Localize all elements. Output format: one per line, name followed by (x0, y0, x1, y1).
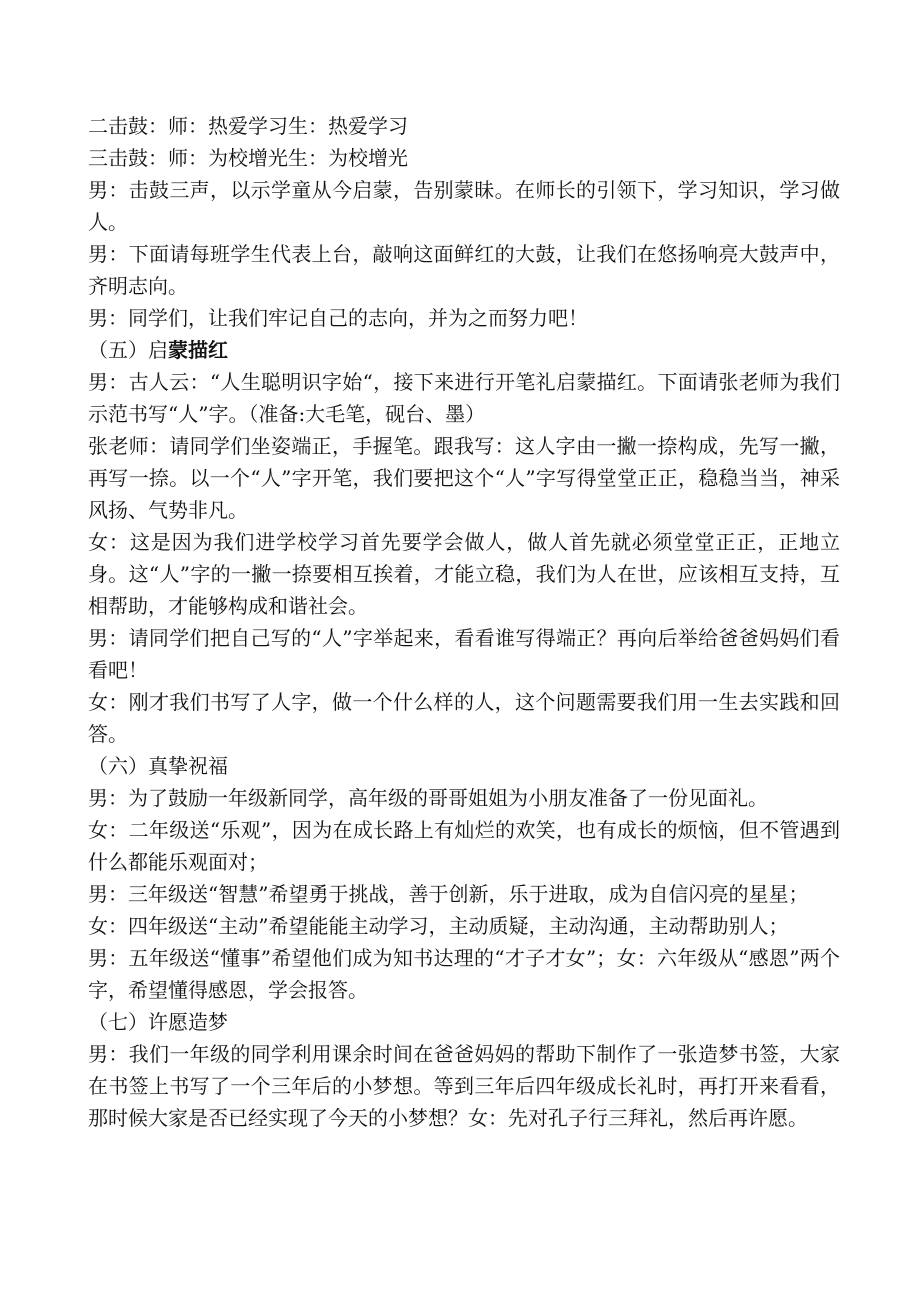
paragraph: 男：击鼓三声，以示学童从今启蒙，告别蒙昧。在师长的引领下，学习知识，学习做人。 (88, 178, 840, 234)
section-heading: （六）真挚祝福 (88, 754, 228, 778)
paragraph: 男：五年级送“懂事”希望他们成为知书达理的“才子才女”；女：六年级从“感恩”两个字，希望懂得感恩，学会报答。 (88, 946, 840, 1002)
paragraph: 女：刚才我们书写了人字，做一个什么样的人，这个问题需要我们用一生去实践和回答。 (88, 690, 840, 746)
paragraph: 男：为了鼓励一年级新同学，高年级的哥哥姐姐为小朋友准备了一份见面礼。 (88, 786, 768, 810)
paragraph: 张老师：请同学们坐姿端正，手握笔。跟我写：这人字由一撇一捺构成，先写一撇，再写一捺。以一个“人”字开笔，我们要把这个“人”字写得堂堂正正，稳稳当当，神采风扬、气势非凡。 (88, 434, 840, 522)
paragraph: 男：下面请每班学生代表上台，敲响这面鲜红的大鼓，让我们在悠扬响亮大鼓声中，齐明志向。 (88, 242, 840, 298)
section-heading: （七）许愿造梦 (88, 1010, 228, 1034)
paragraph: 三击鼓：师：为校增光生：为校增光 (88, 146, 408, 170)
paragraph: 男：同学们，让我们牢记自己的志向，并为之而努力吧！ (88, 306, 588, 330)
paragraph: 男：请同学们把自己写的“人”字举起来，看看谁写得端正？再向后举给爸爸妈妈们看看吧！ (88, 626, 840, 682)
section-heading (88, 334, 840, 366)
paragraph: 女：这是因为我们进学校学习首先要学会做人，做人首先就必须堂堂正正，正地立身。这“人”字的一撇一捺要相互挨着，才能立稳，我们为人在世，应该相互支持，互相帮助，才能够构成和谐社会。 (88, 530, 840, 618)
paragraph: 二击鼓：师：热爱学习生：热爱学习 (88, 114, 408, 138)
paragraph: 男：三年级送“智慧”希望勇于挑战，善于创新，乐于进取，成为自信闪亮的星星； (88, 882, 809, 906)
paragraph: 男：我们一年级的同学利用课余时间在爸爸妈妈的帮助下制作了一张造梦书签，大家在书签上书写了一个三年后的小梦想。等到三年后四年级成长礼时，再打开来看看，那时候大家是否已经实现了今天的小梦想？女：先对孔子行三拜礼，然后再许愿。 (88, 1042, 840, 1130)
paragraph: 男：古人云：“人生聪明识字始“，接下来进行开笔礼启蒙描红。下面请张老师为我们示范书写“人”字。（准备:大毛笔，砚台、墨） (88, 370, 840, 426)
paragraph: 女：四年级送“主动”希望能能主动学习，主动质疑，主动沟通，主动帮助别人； (88, 914, 789, 938)
section-heading-prefix: （五）启 (88, 338, 168, 362)
document-body (88, 110, 840, 1134)
section-heading-bold: 蒙描红 (168, 338, 228, 362)
paragraph: 女：二年级送“乐观”，因为在成长路上有灿烂的欢笑，也有成长的烦恼，但不管遇到什么都能乐观面对； (88, 818, 840, 874)
